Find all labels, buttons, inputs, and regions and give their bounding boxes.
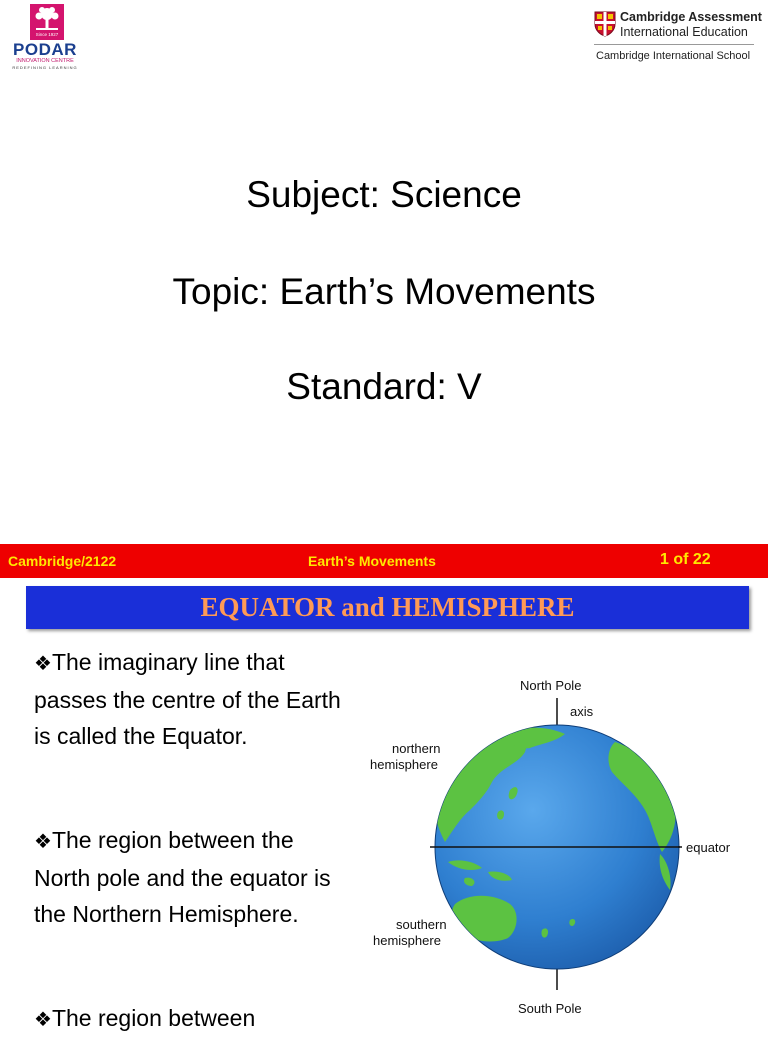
podar-subtitle: INNOVATION CENTRE xyxy=(16,58,74,64)
axis-label: axis xyxy=(570,704,594,719)
diamond-bullet-icon: ❖ xyxy=(34,653,52,675)
bullet-paragraph xyxy=(34,644,354,754)
paragraph-text: The region between xyxy=(51,1005,256,1031)
south-pole-label: South Pole xyxy=(518,1001,582,1016)
diamond-bullet-icon: ❖ xyxy=(34,1009,52,1031)
bullet-paragraph xyxy=(34,1000,354,1038)
podar-tagline: REDEFINING LEARNING xyxy=(12,65,78,70)
topic-title: Topic: Earth’s Movements xyxy=(172,271,596,312)
equator-label: equator xyxy=(686,840,731,855)
southern-label-2: hemisphere xyxy=(373,933,441,948)
section-banner xyxy=(26,586,749,629)
southern-label-1: southern xyxy=(396,917,447,932)
podar-name: PODAR xyxy=(13,40,77,59)
paragraph-text: The region between the North pole and the equator is the Northern Hemisphere. xyxy=(34,827,331,927)
banner-title: EQUATOR and HEMISPHERE xyxy=(200,592,575,622)
bullet-paragraph xyxy=(34,822,344,932)
cambridge-line2: International Education xyxy=(620,25,748,39)
cambridge-logo xyxy=(594,10,760,66)
content-slide xyxy=(0,544,768,1031)
since-badge: Since 1927 xyxy=(35,32,59,37)
slide-header-bar xyxy=(0,544,768,578)
north-pole-label: North Pole xyxy=(520,678,582,693)
standard-title: Standard: V xyxy=(286,366,482,407)
northern-label-2: hemisphere xyxy=(370,757,438,772)
diamond-bullet-icon: ❖ xyxy=(34,831,52,853)
course-code: Cambridge/2122 xyxy=(8,553,117,569)
header-topic: Earth’s Movements xyxy=(308,553,436,569)
cambridge-divider xyxy=(594,44,754,45)
northern-label-1: northern xyxy=(392,741,441,756)
page-counter: 1 of 22 xyxy=(660,551,711,568)
paragraph-text: The imaginary line that passes the centre of the Earth is called the Equator. xyxy=(34,649,341,749)
podar-logo xyxy=(4,2,86,74)
subject-title: Subject: Science xyxy=(246,174,522,215)
cambridge-line3: Cambridge International School xyxy=(596,50,751,62)
cambridge-line1: Cambridge Assessment xyxy=(620,10,762,24)
cambridge-shield-icon xyxy=(594,11,616,37)
tree-emblem-icon xyxy=(30,4,64,40)
